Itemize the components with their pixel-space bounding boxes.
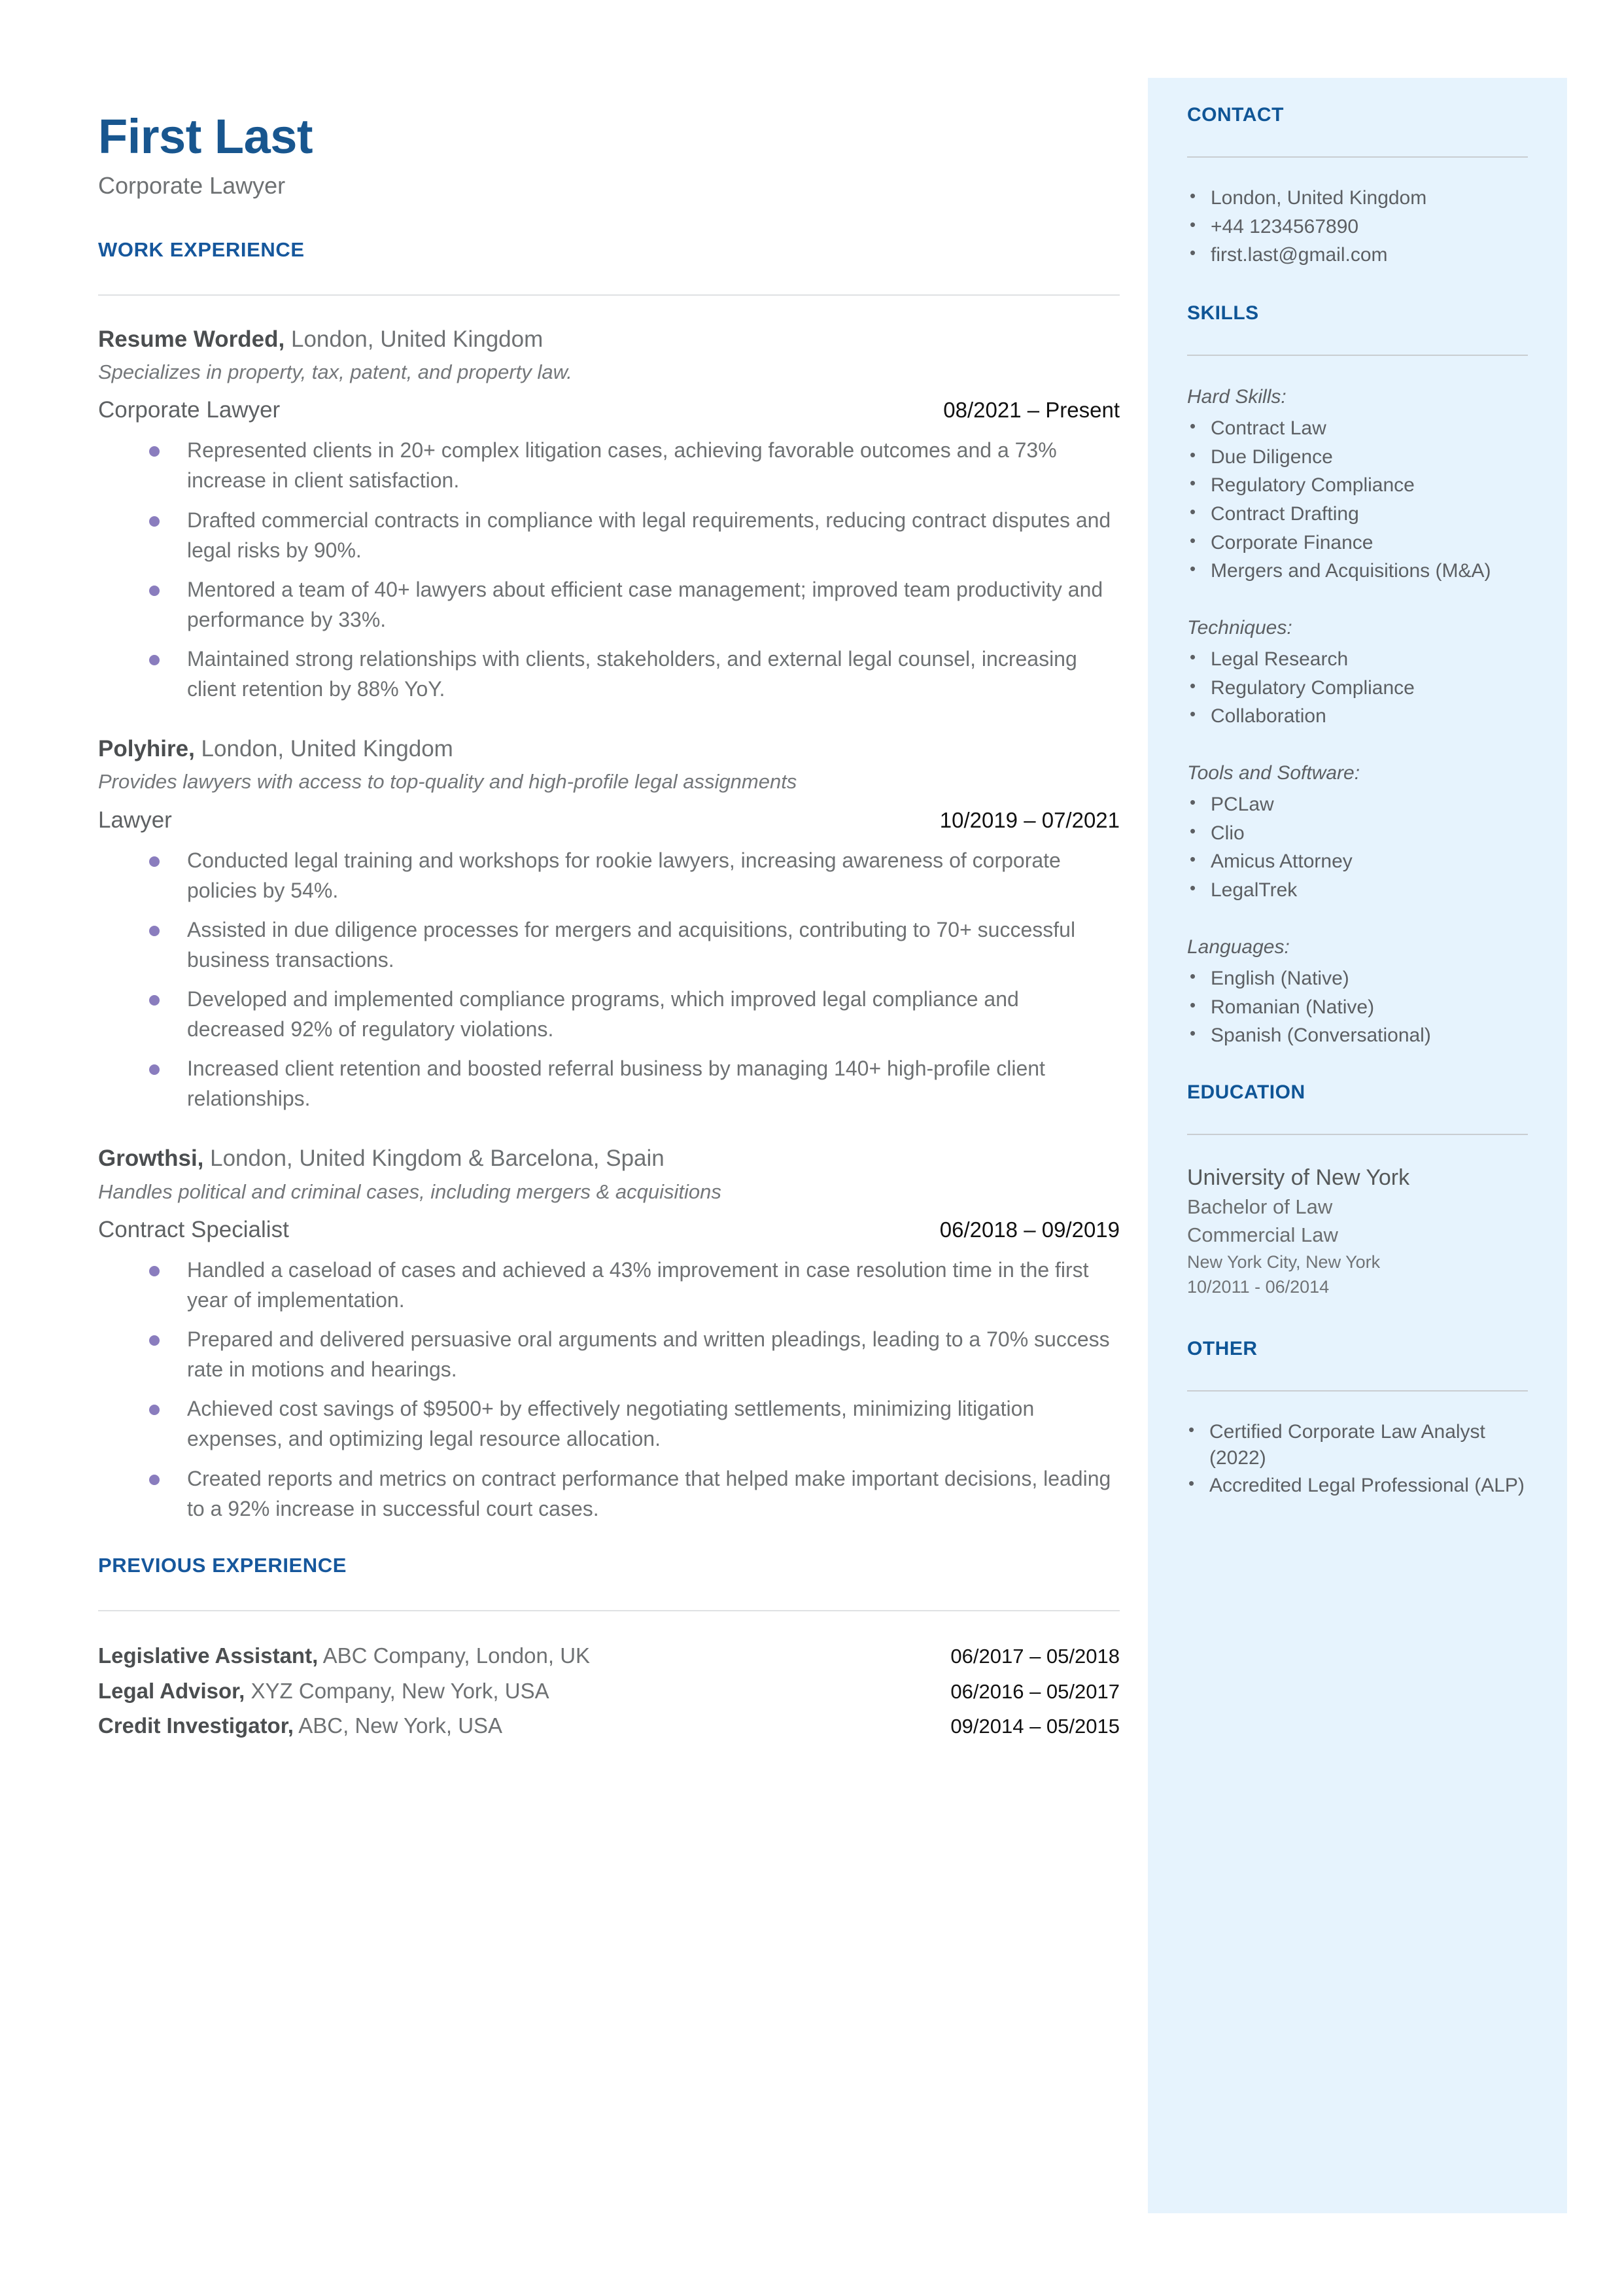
- job-role: Lawyer: [98, 807, 172, 833]
- skill-group-spacer: [1187, 910, 1528, 934]
- skill-group: [1187, 760, 1528, 903]
- job-bullets: [149, 845, 1120, 1114]
- skill-item: • Collaboration: [1187, 703, 1528, 729]
- job-role-row: [98, 1217, 1120, 1243]
- job-bullet: Represented clients in 20+ complex litigation cases, achieving favorable outcomes and a 73% increase in client satisfaction.: [149, 435, 1120, 495]
- job-company-location: London, United Kingdom: [194, 735, 453, 762]
- previous-experience-detail: ABC Company, London, UK: [318, 1643, 591, 1668]
- skill-group-spacer: [1187, 736, 1528, 760]
- previous-experience-dates: 09/2014 – 05/2015: [950, 1715, 1120, 1738]
- skill-group-label: Tools and Software:: [1187, 762, 1360, 784]
- job-company: [98, 734, 1120, 764]
- job-company-name: Growthsi,: [98, 1146, 204, 1172]
- job-entry: [98, 1144, 1120, 1523]
- previous-experience-row: [98, 1710, 1120, 1742]
- job-bullet: Drafted commercial contracts in compliance with legal requirements, reducing contract disputes and legal risks by 90%.: [149, 505, 1120, 565]
- skill-item: • Amicus Attorney: [1187, 849, 1528, 875]
- skill-group-label: Techniques:: [1187, 616, 1292, 639]
- job-company-location: London, United Kingdom & Barcelona, Spain: [203, 1146, 665, 1172]
- job-bullet: Handled a caseload of cases and achieved a 43% improvement in case resolution time in the first year of implementation.: [149, 1255, 1120, 1315]
- other-list: [1187, 1419, 1528, 1499]
- skill-group: [1187, 383, 1528, 584]
- skill-item: • Clio: [1187, 820, 1528, 847]
- job-company-description: Specializes in property, tax, patent, and property law.: [98, 360, 572, 383]
- job-role: Corporate Lawyer: [98, 397, 281, 423]
- job-bullet: Maintained strong relationships with clients, stakeholders, and external legal counsel, increasing client retention by 88% YoY.: [149, 644, 1120, 704]
- skill-item: • Due Diligence: [1187, 444, 1528, 470]
- skill-group: [1187, 614, 1528, 729]
- job-role-row: [98, 807, 1120, 833]
- job-bullet: Assisted in due diligence processes for mergers and acquisitions, contributing to 70+ successful business transactions.: [149, 915, 1120, 975]
- job-bullet: Developed and implemented compliance programs, which improved legal compliance and decreased 92% of regulatory violations.: [149, 984, 1120, 1044]
- job-role: Contract Specialist: [98, 1217, 289, 1243]
- job-bullets: [149, 435, 1120, 704]
- contact-item: • +44 1234567890: [1187, 214, 1528, 240]
- other-divider: [1187, 1390, 1528, 1392]
- skill-group-items: [1187, 415, 1528, 584]
- education-location: New York City, New York: [1187, 1252, 1381, 1272]
- other-heading: OTHER: [1187, 1337, 1258, 1359]
- skill-group-items: [1187, 646, 1528, 729]
- job-company-name: Resume Worded,: [98, 326, 285, 352]
- previous-experience-title: [98, 1640, 590, 1672]
- skill-group-items: [1187, 966, 1528, 1049]
- contact-item: • London, United Kingdom: [1187, 185, 1528, 211]
- job-company-location: London, United Kingdom: [285, 326, 544, 352]
- candidate-name: First Last: [98, 109, 313, 164]
- contact-divider: [1187, 156, 1528, 158]
- skill-group: [1187, 934, 1528, 1049]
- previous-experience-heading: PREVIOUS EXPERIENCE: [98, 1553, 347, 1577]
- previous-experience-dates: 06/2016 – 05/2017: [950, 1679, 1120, 1703]
- skill-item: • Corporate Finance: [1187, 530, 1528, 556]
- previous-experience-title: [98, 1675, 549, 1707]
- education-field: Commercial Law: [1187, 1223, 1338, 1247]
- skill-item: • PCLaw: [1187, 792, 1528, 818]
- job-entry: [98, 324, 1120, 704]
- job-company-description: Handles political and criminal cases, including mergers & acquisitions: [98, 1180, 721, 1203]
- skills-heading: SKILLS: [1187, 302, 1259, 324]
- work-experience-list: [98, 324, 1120, 1524]
- skill-group-items: [1187, 792, 1528, 903]
- contact-list: [1187, 185, 1528, 268]
- job-company-name: Polyhire,: [98, 735, 195, 762]
- previous-experience-row: [98, 1675, 1120, 1707]
- previous-experience-role: Legislative Assistant,: [98, 1643, 319, 1668]
- previous-experience-list: [98, 1640, 1120, 1742]
- skill-item: • English (Native): [1187, 966, 1528, 992]
- education-heading: EDUCATION: [1187, 1081, 1305, 1103]
- education-divider: [1187, 1134, 1528, 1135]
- job-bullet: Achieved cost savings of $9500+ by effectively negotiating settlements, minimizing litigation expenses, and optimizing legal resource allocation.: [149, 1393, 1120, 1454]
- job-entry: [98, 734, 1120, 1113]
- education-dates: 10/2011 - 06/2014: [1187, 1277, 1330, 1297]
- skill-item: • Spanish (Conversational): [1187, 1023, 1528, 1049]
- job-company-description: Provides lawyers with access to top-quality and high-profile legal assignments: [98, 770, 797, 794]
- previous-experience-divider: [98, 1610, 1120, 1611]
- contact-item: • first.last@gmail.com: [1187, 242, 1528, 268]
- sidebar: [1148, 78, 1567, 2213]
- education-school: University of New York: [1187, 1165, 1410, 1190]
- previous-experience-title: [98, 1710, 502, 1742]
- job-bullet: Prepared and delivered persuasive oral arguments and written pleadings, leading to a 70% success rate in motions and hearings.: [149, 1324, 1120, 1384]
- previous-experience-dates: 06/2017 – 05/2018: [950, 1644, 1120, 1668]
- job-company: [98, 324, 1120, 355]
- main-column: [98, 111, 1120, 1745]
- contact-heading: CONTACT: [1187, 104, 1284, 126]
- skills-groups: [1187, 383, 1528, 1049]
- job-bullet: Created reports and metrics on contract performance that helped make important decisions, leading to a 92% increase in successful court cases.: [149, 1463, 1120, 1524]
- previous-experience-detail: ABC, New York, USA: [293, 1713, 503, 1738]
- job-role-row: [98, 397, 1120, 423]
- skill-group-label: Hard Skills:: [1187, 385, 1287, 408]
- previous-experience-row: [98, 1640, 1120, 1672]
- job-dates: 06/2018 – 09/2019: [939, 1218, 1120, 1242]
- candidate-title: Corporate Lawyer: [98, 172, 286, 200]
- skill-item: • Contract Drafting: [1187, 501, 1528, 527]
- skill-group-label: Languages:: [1187, 936, 1290, 958]
- work-experience-divider: [98, 294, 1120, 296]
- other-item: • Accredited Legal Professional (ALP): [1187, 1473, 1528, 1499]
- job-bullets: [149, 1255, 1120, 1524]
- skill-item: • Contract Law: [1187, 415, 1528, 442]
- job-dates: 10/2019 – 07/2021: [939, 807, 1120, 832]
- job-dates: 08/2021 – Present: [943, 398, 1120, 423]
- skill-item: • Mergers and Acquisitions (M&A): [1187, 558, 1528, 584]
- job-company: [98, 1144, 1120, 1174]
- previous-experience-role: Credit Investigator,: [98, 1713, 294, 1738]
- skills-divider: [1187, 355, 1528, 356]
- skill-item: • Regulatory Compliance: [1187, 472, 1528, 499]
- other-item: • Certified Corporate Law Analyst (2022): [1187, 1419, 1528, 1471]
- skill-item: • Regulatory Compliance: [1187, 675, 1528, 701]
- job-bullet: Increased client retention and boosted referral business by managing 140+ high-profile client relationships.: [149, 1053, 1120, 1113]
- job-bullet: Conducted legal training and workshops for rookie lawyers, increasing awareness of corporate policies by 54%.: [149, 845, 1120, 905]
- skill-item: • LegalTrek: [1187, 877, 1528, 903]
- previous-experience-role: Legal Advisor,: [98, 1678, 245, 1703]
- skill-item: • Legal Research: [1187, 646, 1528, 673]
- skill-group-spacer: [1187, 591, 1528, 614]
- skill-item: • Romanian (Native): [1187, 994, 1528, 1021]
- work-experience-heading: WORK EXPERIENCE: [98, 237, 305, 261]
- previous-experience-detail: XYZ Company, New York, USA: [245, 1678, 549, 1703]
- education-degree: Bachelor of Law: [1187, 1195, 1333, 1219]
- job-bullet: Mentored a team of 40+ lawyers about efficient case management; improved team productivity and performance by 33%.: [149, 574, 1120, 635]
- education-entry: [1187, 1163, 1528, 1300]
